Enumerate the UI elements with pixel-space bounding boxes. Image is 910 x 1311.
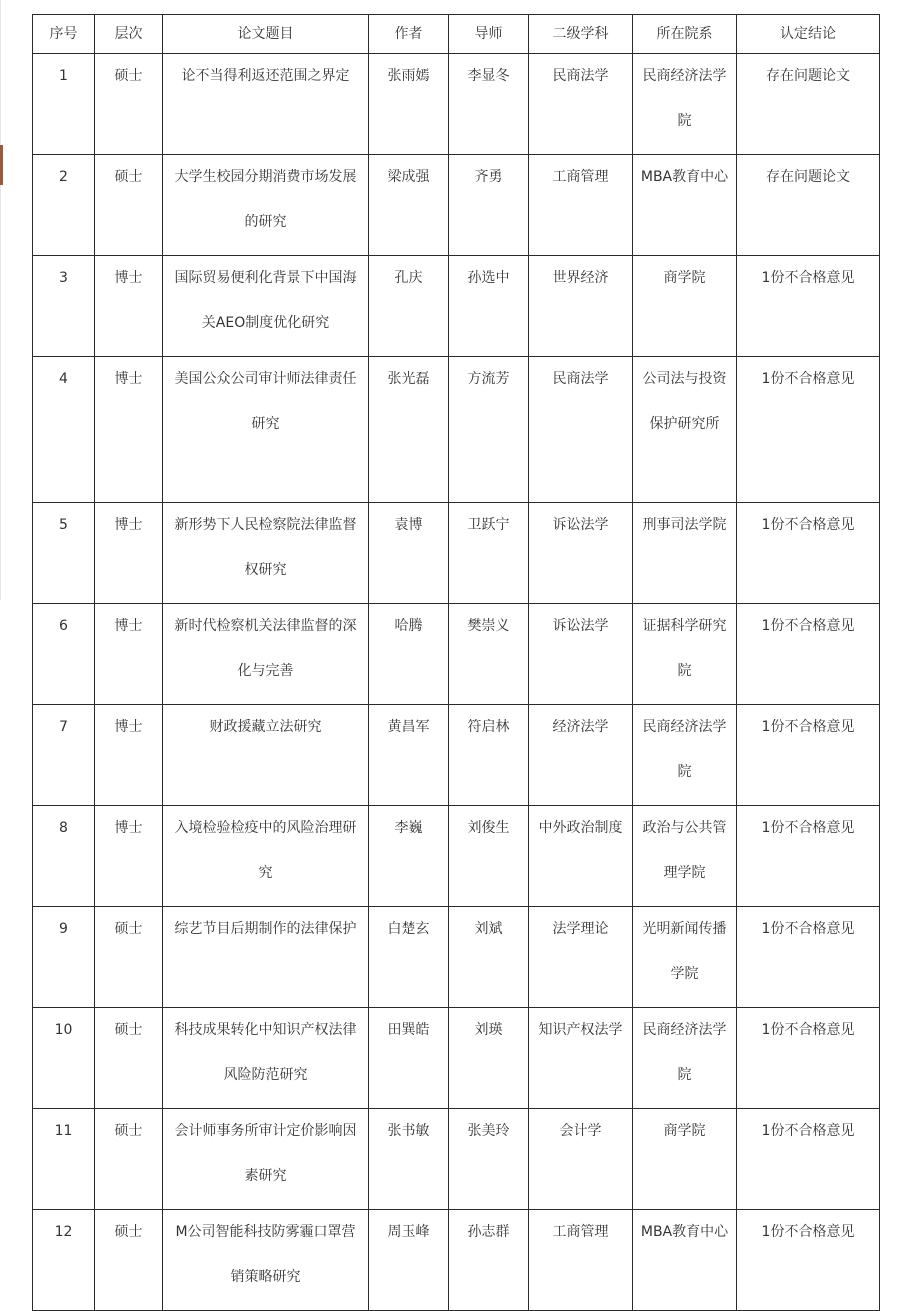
cell-dept: 证据科学研究院 [633, 604, 737, 705]
cell-title: 新形势下人民检察院法律监督权研究 [163, 503, 369, 604]
cell-advisor: 孙志群 [449, 1210, 529, 1311]
cell-result: 存在问题论文 [737, 155, 880, 256]
cell-subject: 法学理论 [529, 907, 633, 1008]
cell-advisor: 刘俊生 [449, 806, 529, 907]
cell-title: 综艺节目后期制作的法律保护 [163, 907, 369, 1008]
cell-author: 梁成强 [369, 155, 449, 256]
cell-result: 1份不合格意见 [737, 256, 880, 357]
table-row [33, 1109, 880, 1210]
cell-title: 美国公众公司审计师法律责任研究 [163, 357, 369, 503]
cell-level: 硕士 [95, 155, 163, 256]
cell-no: 1 [33, 54, 95, 155]
cell-level: 硕士 [95, 1008, 163, 1109]
cell-level: 硕士 [95, 1109, 163, 1210]
table-row [33, 503, 880, 604]
cell-level: 博士 [95, 604, 163, 705]
cell-level: 硕士 [95, 1210, 163, 1311]
cell-result: 1份不合格意见 [737, 503, 880, 604]
cell-subject: 工商管理 [529, 1210, 633, 1311]
cell-advisor: 齐勇 [449, 155, 529, 256]
cell-result: 1份不合格意见 [737, 1008, 880, 1109]
header-result: 认定结论 [737, 15, 880, 54]
cell-title: M公司智能科技防雾霾口罩营销策略研究 [163, 1210, 369, 1311]
table-row [33, 806, 880, 907]
cell-no: 8 [33, 806, 95, 907]
cell-advisor: 刘瑛 [449, 1008, 529, 1109]
cell-author: 袁博 [369, 503, 449, 604]
cell-subject: 民商法学 [529, 357, 633, 503]
cell-result: 存在问题论文 [737, 54, 880, 155]
table-row [33, 256, 880, 357]
cell-level: 博士 [95, 357, 163, 503]
cell-advisor: 方流芳 [449, 357, 529, 503]
cell-advisor: 张美玲 [449, 1109, 529, 1210]
cell-dept: 商学院 [633, 256, 737, 357]
cell-title: 财政援藏立法研究 [163, 705, 369, 806]
cell-subject: 中外政治制度 [529, 806, 633, 907]
cell-author: 哈腾 [369, 604, 449, 705]
header-level: 层次 [95, 15, 163, 54]
cell-advisor: 李显冬 [449, 54, 529, 155]
table-row [33, 155, 880, 256]
cell-dept: 商学院 [633, 1109, 737, 1210]
cell-level: 博士 [95, 705, 163, 806]
header-no: 序号 [33, 15, 95, 54]
cell-author: 田巽皓 [369, 1008, 449, 1109]
cell-author: 白楚玄 [369, 907, 449, 1008]
cell-subject: 知识产权法学 [529, 1008, 633, 1109]
cell-title: 会计师事务所审计定价影响因素研究 [163, 1109, 369, 1210]
table-row [33, 907, 880, 1008]
cell-dept: 公司法与投资保护研究所 [633, 357, 737, 503]
cell-result: 1份不合格意见 [737, 1109, 880, 1210]
cell-no: 3 [33, 256, 95, 357]
cell-no: 11 [33, 1109, 95, 1210]
cell-result: 1份不合格意见 [737, 604, 880, 705]
cell-no: 7 [33, 705, 95, 806]
cell-result: 1份不合格意见 [737, 1210, 880, 1311]
table-header [33, 15, 880, 54]
header-title: 论文题目 [163, 15, 369, 54]
header-subject: 二级学科 [529, 15, 633, 54]
cell-dept: 光明新闻传播学院 [633, 907, 737, 1008]
cell-advisor: 樊崇义 [449, 604, 529, 705]
cell-advisor: 刘斌 [449, 907, 529, 1008]
cell-title: 入境检验检疫中的风险治理研究 [163, 806, 369, 907]
cell-author: 黄昌军 [369, 705, 449, 806]
header-dept: 所在院系 [633, 15, 737, 54]
cell-level: 硕士 [95, 907, 163, 1008]
cell-subject: 经济法学 [529, 705, 633, 806]
table-row [33, 1210, 880, 1311]
cell-result: 1份不合格意见 [737, 357, 880, 503]
cell-result: 1份不合格意见 [737, 907, 880, 1008]
cell-title: 新时代检察机关法律监督的深化与完善 [163, 604, 369, 705]
thesis-results-table [32, 14, 880, 1311]
page-left-border [0, 0, 1, 600]
cell-author: 张书敏 [369, 1109, 449, 1210]
cell-level: 博士 [95, 503, 163, 604]
table-row [33, 54, 880, 155]
cell-dept: MBA教育中心 [633, 1210, 737, 1311]
cell-dept: 民商经济法学院 [633, 1008, 737, 1109]
cell-title: 科技成果转化中知识产权法律风险防范研究 [163, 1008, 369, 1109]
cell-level: 硕士 [95, 54, 163, 155]
table-row [33, 705, 880, 806]
table-row [33, 1008, 880, 1109]
cell-subject: 工商管理 [529, 155, 633, 256]
cell-no: 12 [33, 1210, 95, 1311]
page-left-accent [0, 145, 3, 185]
cell-result: 1份不合格意见 [737, 806, 880, 907]
header-advisor: 导师 [449, 15, 529, 54]
cell-no: 4 [33, 357, 95, 503]
cell-title: 大学生校园分期消费市场发展的研究 [163, 155, 369, 256]
cell-subject: 会计学 [529, 1109, 633, 1210]
cell-author: 张雨嫣 [369, 54, 449, 155]
cell-no: 5 [33, 503, 95, 604]
cell-advisor: 符启林 [449, 705, 529, 806]
cell-author: 李巍 [369, 806, 449, 907]
cell-subject: 民商法学 [529, 54, 633, 155]
cell-dept: 政治与公共管理学院 [633, 806, 737, 907]
cell-level: 博士 [95, 806, 163, 907]
cell-dept: 刑事司法学院 [633, 503, 737, 604]
cell-dept: MBA教育中心 [633, 155, 737, 256]
cell-subject: 世界经济 [529, 256, 633, 357]
cell-result: 1份不合格意见 [737, 705, 880, 806]
cell-no: 6 [33, 604, 95, 705]
cell-advisor: 孙选中 [449, 256, 529, 357]
cell-title: 论不当得利返还范围之界定 [163, 54, 369, 155]
cell-no: 10 [33, 1008, 95, 1109]
cell-dept: 民商经济法学院 [633, 54, 737, 155]
cell-no: 9 [33, 907, 95, 1008]
cell-author: 孔庆 [369, 256, 449, 357]
table-body [33, 54, 880, 1311]
cell-subject: 诉讼法学 [529, 604, 633, 705]
cell-dept: 民商经济法学院 [633, 705, 737, 806]
cell-advisor: 卫跃宁 [449, 503, 529, 604]
cell-no: 2 [33, 155, 95, 256]
cell-level: 博士 [95, 256, 163, 357]
header-author: 作者 [369, 15, 449, 54]
cell-author: 张光磊 [369, 357, 449, 503]
cell-title: 国际贸易便利化背景下中国海关AEO制度优化研究 [163, 256, 369, 357]
cell-subject: 诉讼法学 [529, 503, 633, 604]
header-row [33, 15, 880, 54]
table-row [33, 604, 880, 705]
cell-author: 周玉峰 [369, 1210, 449, 1311]
table-row [33, 357, 880, 503]
